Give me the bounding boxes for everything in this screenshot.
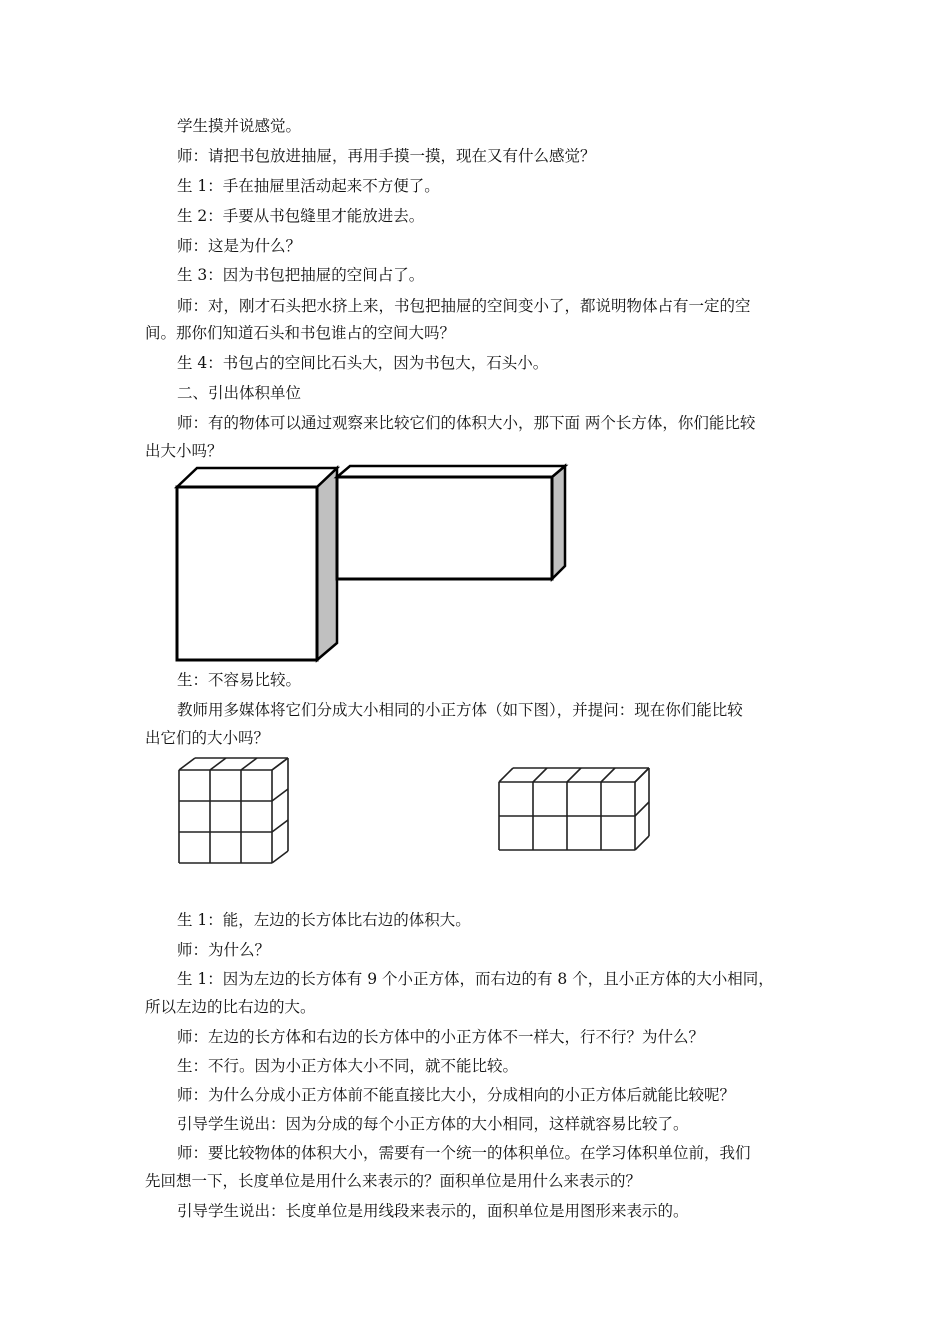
paragraph: 所以左边的比右边的大。 (145, 998, 316, 1016)
figure-unit-cubes (170, 750, 670, 880)
paragraph: 生 2：手要从书包缝里才能放进去。 (177, 207, 425, 225)
paragraph: 引导学生说出：长度单位是用线段来表示的，面积单位是用图形来表示的。 (177, 1202, 689, 1220)
cube-edge (272, 851, 288, 863)
wide-cuboid-top (337, 466, 565, 477)
figure-two-cuboids (170, 460, 580, 670)
paragraph: 学生摸并说感觉。 (177, 117, 302, 135)
cuboid-8-cubes (499, 768, 649, 850)
cube-edge (499, 768, 513, 782)
cube-edge (179, 758, 195, 770)
wide-cuboid-front (337, 477, 552, 579)
cube-edge (635, 768, 649, 782)
cube-edge (635, 802, 649, 816)
paragraph: 教师用多媒体将它们分成大小相同的小正方体（如下图），并提问：现在你们能比较 (177, 701, 743, 719)
cube-edge (210, 758, 226, 770)
paragraph: 生：不容易比较。 (177, 671, 302, 689)
paragraph: 先回想一下，长度单位是用什么来表示的？面积单位是用什么来表示的？ (145, 1172, 642, 1190)
cuboid-9-cubes (179, 758, 288, 863)
cube-edge (567, 768, 581, 782)
paragraph: 间。那你们知道石头和书包谁占的空间大吗？ (145, 324, 456, 342)
cube-edge (601, 768, 615, 782)
paragraph: 师：为什么分成小正方体前不能直接比大小，分成相向的小正方体后就能比较呢？ (177, 1086, 736, 1104)
tall-cuboid-front (177, 487, 317, 660)
paragraph: 出大小吗？ (145, 442, 223, 460)
cube-edge (272, 789, 288, 801)
paragraph: 师：要比较物体的体积大小，需要有一个统一的体积单位。在学习体积单位前，我们 (177, 1144, 751, 1162)
paragraph: 师：有的物体可以通过观察来比较它们的体积大小，那下面 两个长方体，你们能比较 (177, 414, 756, 432)
cube-edge (533, 768, 547, 782)
tall-cuboid (177, 468, 337, 660)
cube-edge (272, 820, 288, 832)
paragraph: 师：为什么？ (177, 941, 271, 959)
cube-edge (241, 758, 257, 770)
paragraph: 生 3：因为书包把抽屉的空间占了。 (177, 266, 425, 284)
paragraph: 师：左边的长方体和右边的长方体中的小正方体不一样大，行不行？为什么？ (177, 1028, 705, 1046)
wide-cuboid-side (552, 466, 565, 579)
paragraph: 生：不行。因为小正方体大小不同，就不能比较。 (177, 1057, 519, 1075)
cube-edge (635, 836, 649, 850)
wide-cuboid (337, 466, 565, 579)
paragraph: 师：对，刚才石头把水挤上来，书包把抽屉的空间变小了，都说明物体占有一定的空 (177, 297, 751, 315)
paragraph: 出它们的大小吗？ (145, 729, 270, 747)
section-heading: 二、引出体积单位 (177, 384, 302, 402)
tall-cuboid-top (177, 468, 337, 487)
paragraph: 生 1：因为左边的长方体有 9 个小正方体，而右边的有 8 个，且小正方体的大小相同， (177, 970, 774, 988)
paragraph: 师：这是为什么？ (177, 237, 302, 255)
tall-cuboid-side (317, 468, 337, 660)
paragraph: 引导学生说出：因为分成的每个小正方体的大小相同，这样就容易比较了。 (177, 1115, 689, 1133)
paragraph: 生 4：书包占的空间比石头大，因为书包大，石头小。 (177, 354, 549, 372)
cube-edge (272, 758, 288, 770)
paragraph: 生 1：手在抽屉里活动起来不方便了。 (177, 177, 440, 195)
paragraph: 生 1：能，左边的长方体比右边的体积大。 (177, 911, 471, 929)
paragraph: 师：请把书包放进抽屉，再用手摸一摸，现在又有什么感觉？ (177, 147, 596, 165)
